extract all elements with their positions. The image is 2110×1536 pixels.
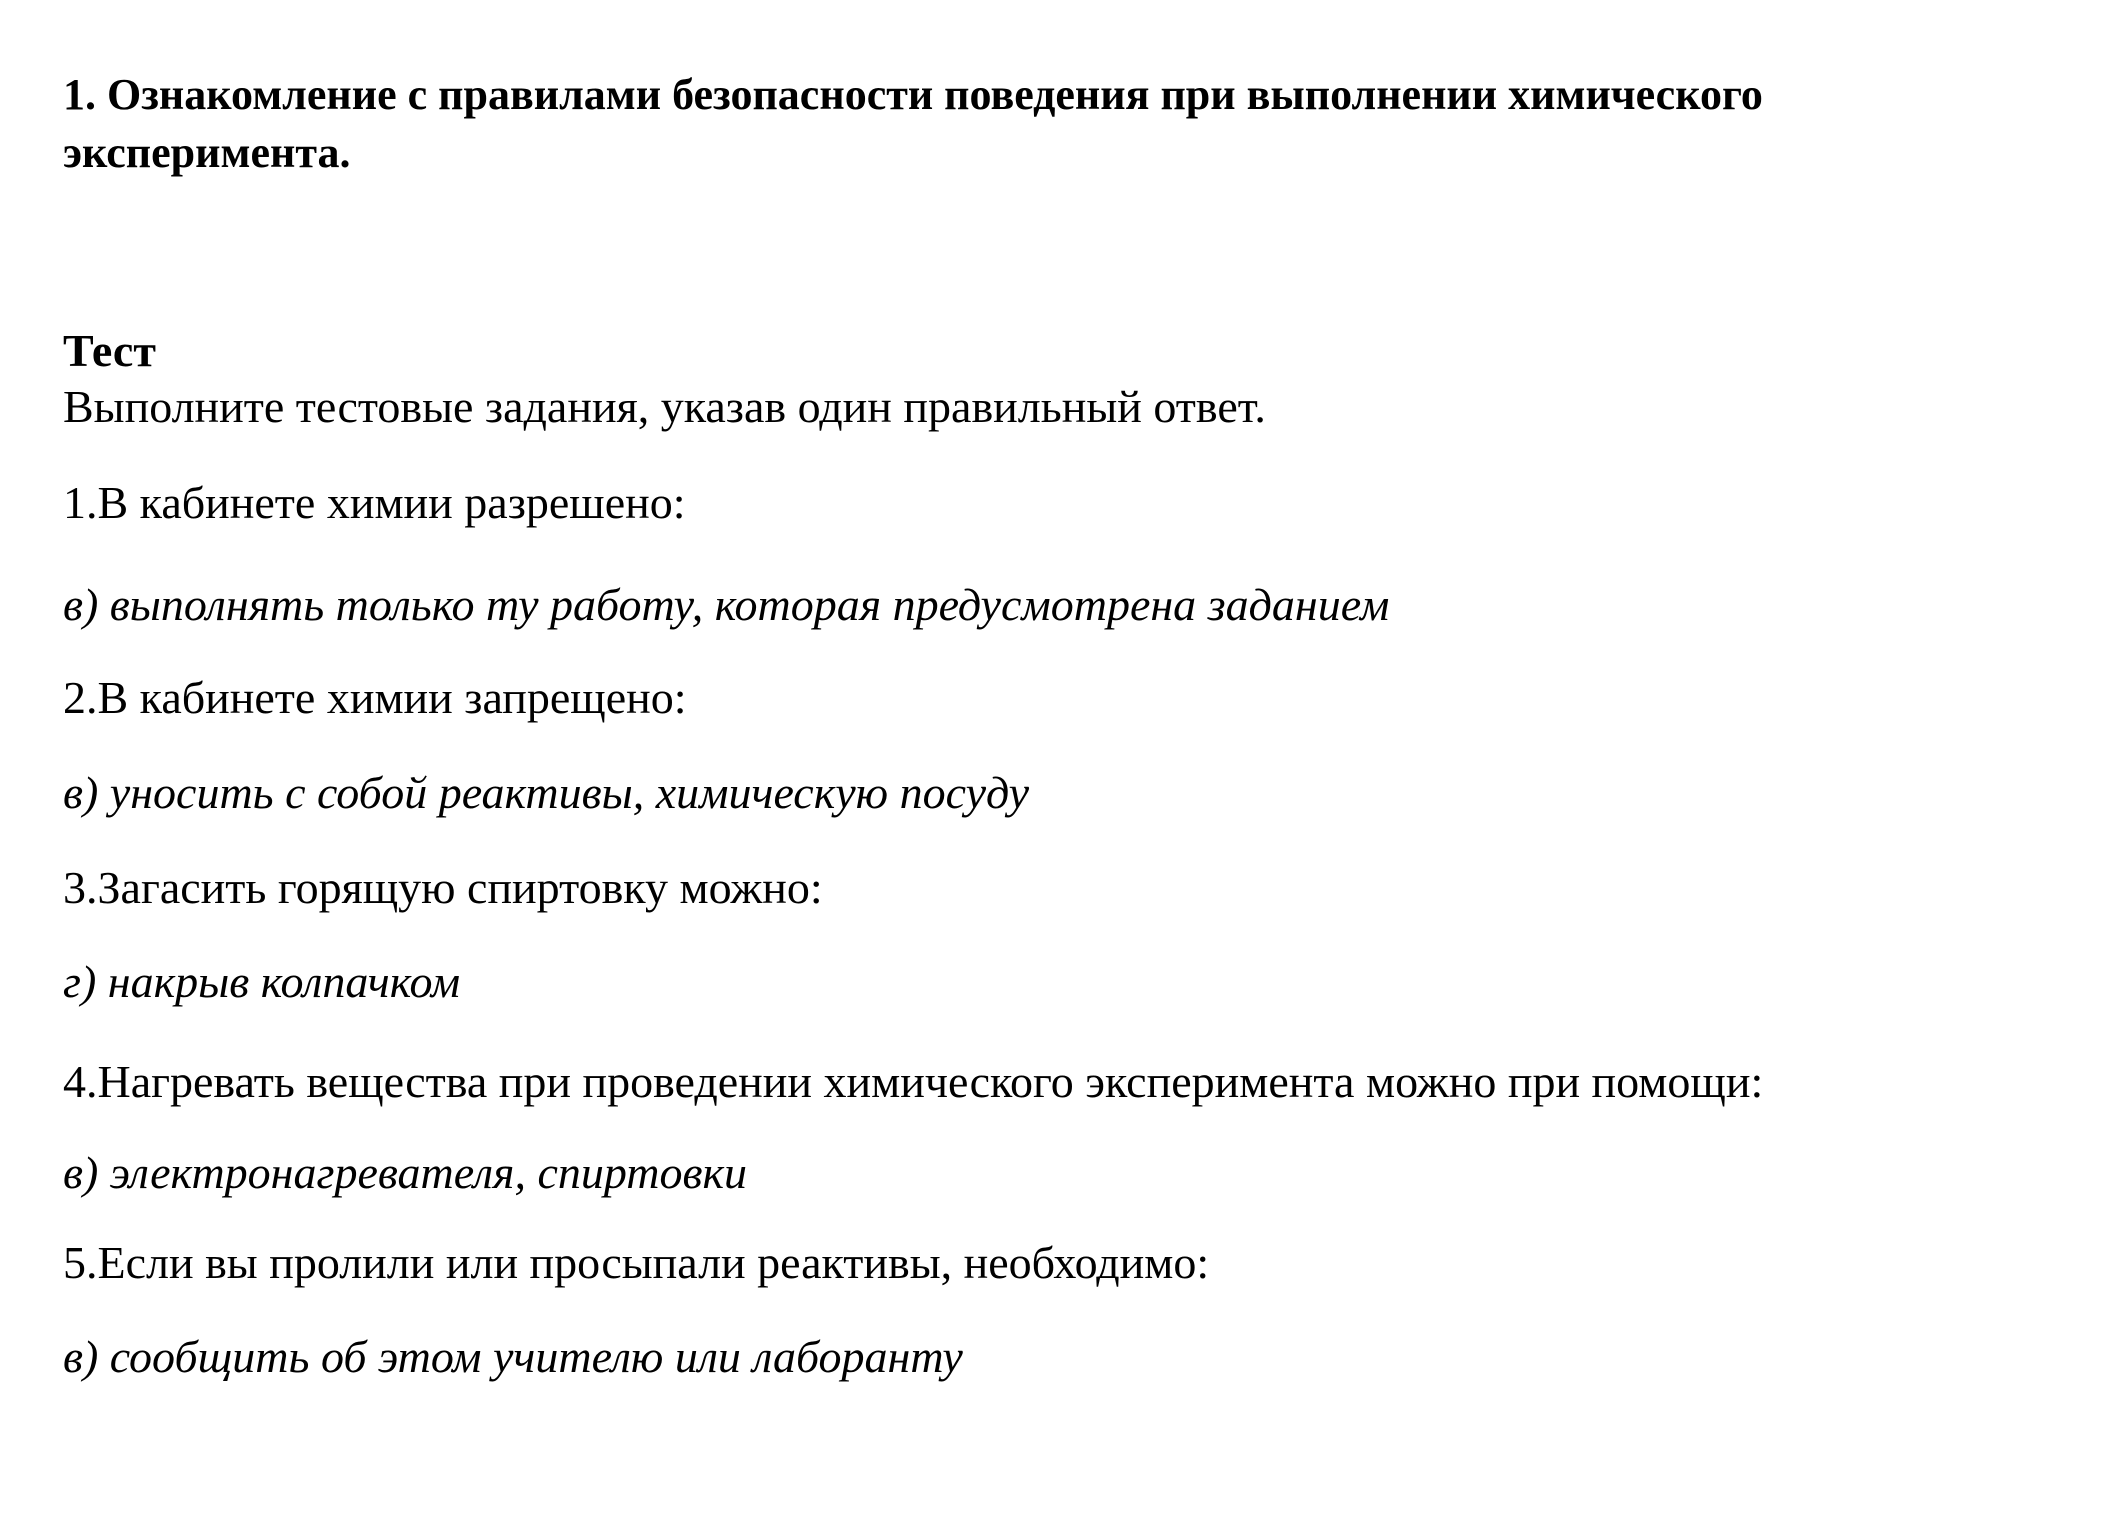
question-text: 5.Если вы пролили или просыпали реактивы, необходимо:	[63, 1237, 1210, 1288]
answer-text: в) электронагревателя, спиртовки	[63, 1147, 747, 1198]
answer-text: г) накрыв колпачком	[63, 956, 461, 1007]
answer-text: в) выполнять только ту работу, которая предусмотрена заданием	[63, 579, 1390, 630]
answer-text: в) уносить с собой реактивы, химическую посуду	[63, 767, 1030, 818]
test-instruction: Выполните тестовые задания, указав один правильный ответ.	[63, 381, 1266, 432]
test-heading: Тест	[63, 325, 156, 376]
question-text: 2.В кабинете химии запрещено:	[63, 672, 687, 723]
answer-text: в) сообщить об этом учителю или лаборанту	[63, 1331, 963, 1382]
section-title-line-2: эксперимента.	[63, 128, 351, 177]
question-text: 3.Загасить горящую спиртовку можно:	[63, 862, 823, 913]
question-text: 4.Нагревать вещества при проведении химического эксперимента можно при помощи:	[63, 1056, 1764, 1107]
question-text: 1.В кабинете химии разрешено:	[63, 477, 686, 528]
section-title-line-1: 1. Ознакомление с правилами безопасности поведения при выполнении химического	[63, 70, 1763, 119]
